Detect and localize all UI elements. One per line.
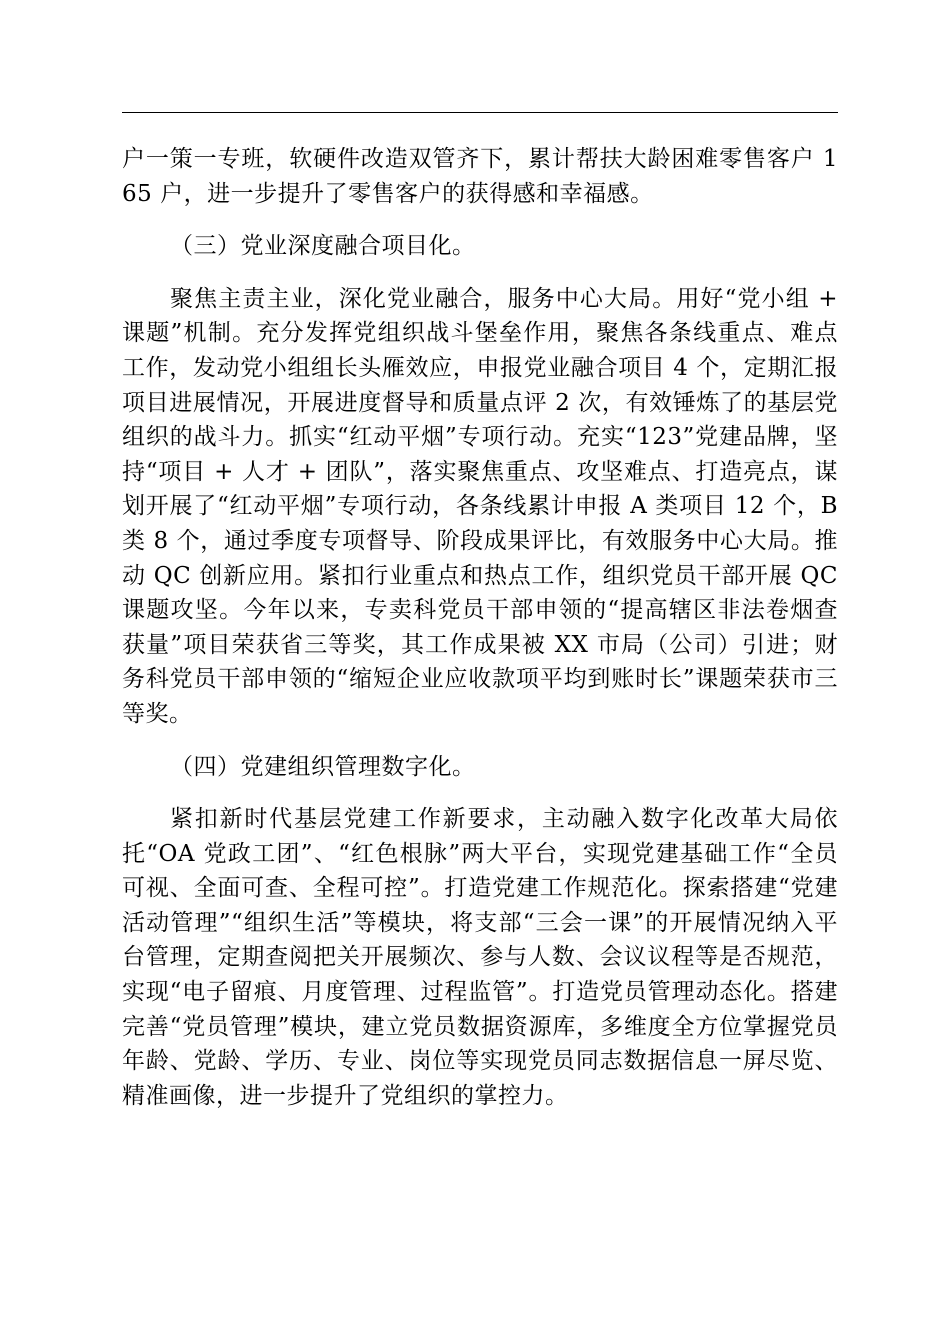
section-heading-4: （四）党建组织管理数字化。 (170, 753, 476, 780)
header-rule (122, 112, 838, 113)
section-heading-3: （三）党业深度融合项目化。 (170, 233, 476, 260)
paragraph-digital-management: 紧扣新时代基层党建工作新要求，主动融入数字化改革大局依托“OA 党政工团”、“红色根脉”两大平台，实现党建基础工作“全员可视、全面可查、全程可控”。打造党建工作规范化。探索搭建“党建活动管理”“组织生活”等模块，将支部“三会一课”的开展情况纳入平台管理，定期查阅把关开展频次、参与人数、会议议程等是否规范，实现“电子留痕、月度管理、过程监管”。打造党员管理动态化。搭建完善“党员管理”模块，建立党员数据资源库，多维度全方位掌握党员年龄、党龄、学历、专业、岗位等实现党员同志数据信息一屏尽览、精准画像，进一步提升了党组织的掌控力。 (122, 806, 838, 1109)
paragraph-party-business-integration: 聚焦主责主业，深化党业融合，服务中心大局。用好“党小组 + 课题”机制。充分发挥党组织战斗堡垒作用，聚焦各条线重点、难点工作，发动党小组组长头雁效应，申报党业融合项目 4 个，定期汇报项目进展情况，开展进度督导和质量点评 2 次，有效锤炼了的基层党组织的战斗力。抓实“红动平烟”专项行动。充实“123”党建品牌，坚持“项目 + 人才 + 团队”，落实聚焦重点、攻坚难点、打造亮点，谋划开展了“红动平烟”专项行动，各条线累计申报 A 类项目 12 个，B 类 8 个，通过季度专项督导、阶段成果评比，有效服务中心大局。推动 QC 创新应用。紧扣行业重点和热点工作，组织党员干部开展 QC 课题攻坚。今年以来，专卖科党员干部申领的“提高辖区非法卷烟查获量”项目荣获省三等奖，其工作成果被 XX 市局（公司）引进；财务科党员干部申领的“缩短企业应收款项平均到账时长”课题荣获市三等奖。 (122, 285, 838, 727)
paragraph-continuation: 户一策一专班，软硬件改造双管齐下，累计帮扶大龄困难零售客户 165 户，进一步提升了零售客户的获得感和幸福感。 (122, 146, 838, 207)
document-body (122, 142, 838, 1113)
